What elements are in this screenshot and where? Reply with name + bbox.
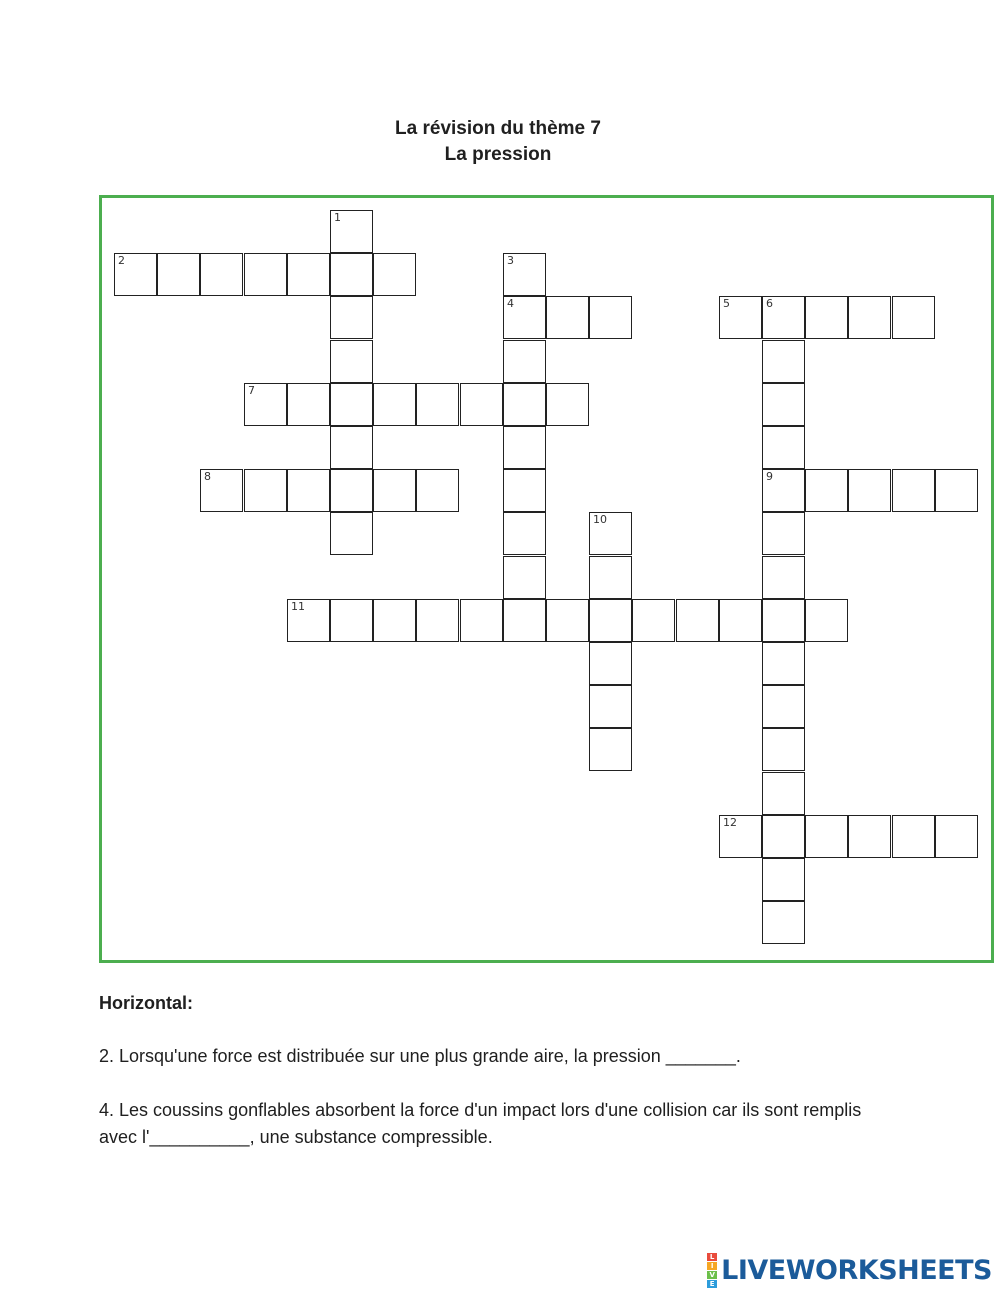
crossword-cell[interactable] <box>805 296 848 339</box>
crossword-cell[interactable] <box>373 469 416 512</box>
clue-2: 2. Lorsqu'une force est distribuée sur une plus grande aire, la pression _______. <box>99 1046 741 1066</box>
title-line-2: La pression <box>444 144 552 165</box>
crossword-cell[interactable] <box>503 599 546 642</box>
crossword-cell[interactable] <box>330 469 373 512</box>
clue-number: 7 <box>248 384 255 397</box>
crossword-cell[interactable] <box>805 469 848 512</box>
crossword-cell[interactable] <box>330 599 373 642</box>
crossword-cell[interactable] <box>719 599 762 642</box>
crossword-cell[interactable] <box>589 599 632 642</box>
crossword-cell[interactable] <box>503 469 546 512</box>
crossword-cell[interactable] <box>762 858 805 901</box>
crossword-cell[interactable] <box>416 469 459 512</box>
crossword-cell[interactable] <box>114 253 157 296</box>
crossword-cell[interactable] <box>589 556 632 599</box>
logo-mark-letter: E <box>707 1280 717 1288</box>
clue-4: 4. Les coussins gonflables absorbent la force d'un impact lors d'une collision car ils sont remplis avec l'__________, une substance compressible. <box>99 1100 862 1147</box>
crossword-cell[interactable] <box>762 728 805 771</box>
logo-mark-letter: V <box>707 1271 717 1279</box>
crossword-cell[interactable] <box>503 253 546 296</box>
crossword-cell[interactable] <box>330 210 373 253</box>
crossword-cell[interactable] <box>935 469 978 512</box>
crossword-cell[interactable] <box>330 340 373 383</box>
crossword-cell[interactable] <box>589 642 632 685</box>
crossword-cell[interactable] <box>892 815 935 858</box>
crossword-cell[interactable] <box>762 642 805 685</box>
clue-number: 9 <box>766 470 773 483</box>
clue-number: 11 <box>291 600 305 613</box>
crossword-cell[interactable] <box>157 253 200 296</box>
logo-mark-letter: I <box>707 1262 717 1270</box>
crossword-cell[interactable] <box>503 296 546 339</box>
title-line-1: La révision du thème 7 <box>395 118 601 139</box>
crossword-cell[interactable] <box>287 253 330 296</box>
crossword-cell[interactable] <box>200 253 243 296</box>
crossword-cell[interactable] <box>632 599 675 642</box>
crossword-cell[interactable] <box>330 512 373 555</box>
liveworksheets-logo <box>707 1252 992 1288</box>
clue-number: 3 <box>507 254 514 267</box>
crossword-cell[interactable] <box>719 296 762 339</box>
crossword-cell[interactable] <box>762 815 805 858</box>
crossword-cell[interactable] <box>244 469 287 512</box>
crossword-cell[interactable] <box>848 469 891 512</box>
crossword-cell[interactable] <box>589 296 632 339</box>
crossword-cell[interactable] <box>719 815 762 858</box>
clue-number: 5 <box>723 297 730 310</box>
crossword-cell[interactable] <box>460 383 503 426</box>
crossword-cell[interactable] <box>503 340 546 383</box>
crossword-cell[interactable] <box>373 383 416 426</box>
crossword-cell[interactable] <box>460 599 503 642</box>
crossword-cell[interactable] <box>589 685 632 728</box>
crossword-cell[interactable] <box>330 426 373 469</box>
crossword-cell[interactable] <box>589 728 632 771</box>
crossword-cell[interactable] <box>546 599 589 642</box>
crossword-cell[interactable] <box>244 253 287 296</box>
crossword-cell[interactable] <box>892 469 935 512</box>
crossword-cell[interactable] <box>762 685 805 728</box>
crossword-cell[interactable] <box>416 599 459 642</box>
crossword-cell[interactable] <box>676 599 719 642</box>
crossword-cell[interactable] <box>287 599 330 642</box>
crossword-cell[interactable] <box>416 383 459 426</box>
crossword-cell[interactable] <box>848 815 891 858</box>
crossword-cell[interactable] <box>503 556 546 599</box>
crossword-cell[interactable] <box>762 512 805 555</box>
clue-number: 6 <box>766 297 773 310</box>
crossword-cell[interactable] <box>762 340 805 383</box>
worksheet-title <box>0 116 996 168</box>
crossword-cell[interactable] <box>503 383 546 426</box>
crossword-cell[interactable] <box>762 426 805 469</box>
crossword-cell[interactable] <box>200 469 243 512</box>
logo-text: LIVEWORKSHEETS <box>721 1254 992 1286</box>
crossword-cell[interactable] <box>503 512 546 555</box>
clue-number: 2 <box>118 254 125 267</box>
crossword-cell[interactable] <box>935 815 978 858</box>
crossword-cell[interactable] <box>330 253 373 296</box>
clue-number: 1 <box>334 211 341 224</box>
crossword-cell[interactable] <box>805 599 848 642</box>
clues-section <box>99 990 899 1178</box>
crossword-cell[interactable] <box>244 383 287 426</box>
crossword-cell[interactable] <box>546 383 589 426</box>
crossword-cell[interactable] <box>762 556 805 599</box>
clue-number: 8 <box>204 470 211 483</box>
crossword-cell[interactable] <box>805 815 848 858</box>
crossword-cell[interactable] <box>330 383 373 426</box>
crossword-cell[interactable] <box>330 296 373 339</box>
crossword-cell[interactable] <box>373 599 416 642</box>
crossword-cell[interactable] <box>762 599 805 642</box>
crossword-cell[interactable] <box>848 296 891 339</box>
clue-number: 12 <box>723 816 737 829</box>
crossword-cell[interactable] <box>762 469 805 512</box>
logo-mark-letter: L <box>707 1253 717 1261</box>
crossword-cell[interactable] <box>762 296 805 339</box>
crossword-cell[interactable] <box>762 383 805 426</box>
crossword-cell[interactable] <box>546 296 589 339</box>
crossword-cell[interactable] <box>503 426 546 469</box>
crossword-cell[interactable] <box>892 296 935 339</box>
logo-mark-icon <box>707 1253 717 1288</box>
crossword-cell[interactable] <box>373 253 416 296</box>
clue-number: 10 <box>593 513 607 526</box>
crossword-cell[interactable] <box>287 469 330 512</box>
clue-number: 4 <box>507 297 514 310</box>
clues-heading: Horizontal: <box>99 993 193 1013</box>
crossword-cell[interactable] <box>287 383 330 426</box>
crossword-cell[interactable] <box>762 772 805 815</box>
crossword-cell[interactable] <box>589 512 632 555</box>
crossword-cell[interactable] <box>762 901 805 944</box>
